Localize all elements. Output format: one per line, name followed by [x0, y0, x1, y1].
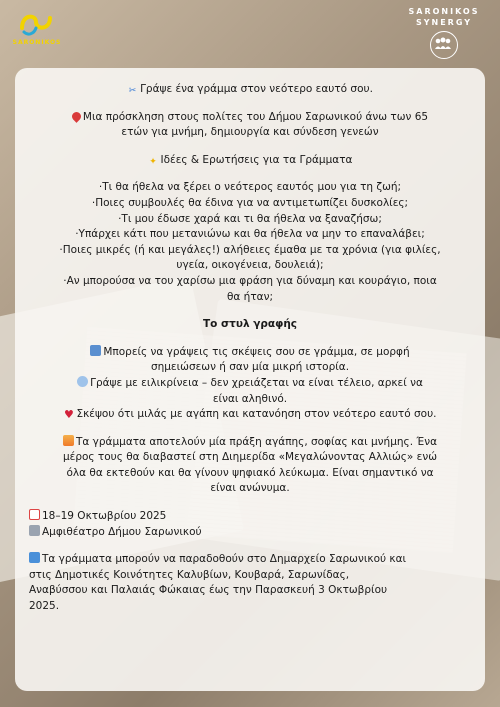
pushpin-icon: [70, 110, 83, 123]
style-tip-1-line-1: Μπορείς να γράψεις τις σκέψεις σου σε γράμμα, σε μορφή: [29, 345, 471, 361]
question-line: ·Ποιες μικρές (ή και μεγάλες!) αλήθειες έμαθα με τα χρόνια (για φιλίες,: [59, 243, 441, 256]
purpose-line: όλα θα εκτεθούν και θα γίνουν ψηφιακό λεύκωμα. Είναι σημαντικό να: [66, 466, 434, 479]
delivery-line-1: Τα γράμματα μπορούν να παραδοθούν στο Δημαρχείο Σαρωνικού και: [29, 552, 471, 568]
heart-icon: ♥: [64, 408, 74, 422]
style-heading: Το στυλ γραφής: [202, 318, 298, 331]
event-venue: Αμφιθέατρο Δήμου Σαρωνικού: [29, 525, 471, 541]
sparkles-icon: ✦: [149, 156, 157, 167]
purpose-line: είναι ανώνυμα.: [210, 482, 290, 495]
question-line: ·Αν μπορούσα να του χαρίσω μια φράση για δύναμη και κουράγιο, ποια: [63, 274, 437, 287]
saronikos-synergy-logo: [396, 6, 492, 59]
building-icon: [29, 525, 40, 536]
saronikos-logo-text: SARONIKOS: [12, 39, 62, 46]
saronikos-logo-mark: [18, 8, 56, 38]
question-line: ·Τι θα ήθελα να ξέρει ο νεότερος εαυτός μου για τη ζωή;: [98, 181, 402, 194]
page-title: Γράψε ένα γράμμα στον νεότερο εαυτό σου.: [140, 83, 373, 95]
saronikos-logo: [12, 8, 62, 46]
letter-info-card: [15, 68, 485, 691]
question-line: ·Υπάρχει κάτι που μετανιώνω και θα ήθελα να μην το επαναλάβει;: [75, 228, 425, 241]
calendar-icon: [29, 509, 40, 520]
style-tip-1-line-2: σημειώσεων ή σαν μία μικρή ιστορία.: [150, 361, 350, 374]
purpose-line: μέρος τους θα διαβαστεί στη Διημερίδα «Μεγαλώνοντας Αλλιώς» ενώ: [62, 451, 438, 464]
open-book-icon: [90, 345, 101, 356]
speech-bubble-icon: [77, 376, 88, 387]
question-line: ·Ποιες συμβουλές θα έδινα για να αντιμετωπίζει δυσκολίες;: [91, 196, 409, 209]
invitation-line-1: Μια πρόσκληση στους πολίτες του Δήμου Σαρωνικού άνω των 65: [29, 110, 471, 126]
question-line: ·Τι μου έδωσε χαρά και τι θα ήθελα να ξαναζήσω;: [118, 212, 382, 225]
title-line: [29, 82, 471, 98]
question-line: θα ήταν;: [227, 290, 273, 303]
style-tip-2-line-2: είναι αληθινό.: [212, 392, 288, 405]
ideas-heading: ✦ Ιδέες & Ερωτήσεις για τα Γράμματα: [149, 153, 353, 167]
style-tip-3: ♥ Σκέψου ότι μιλάς με αγάπη και κατανόηση στον νεότερο εαυτό σου.: [64, 408, 437, 422]
delivery-line: 2025.: [29, 600, 60, 613]
style-tip-2-line-1: Γράψε με ειλικρίνεια – δεν χρειάζεται να είναι τέλειο, αρκεί να: [29, 376, 471, 392]
logo-line-2: SYNERGY: [415, 18, 473, 27]
folder-icon: [29, 552, 40, 563]
event-date: 18–19 Οκτωβρίου 2025: [29, 509, 471, 525]
purpose-line-1: Τα γράμματα αποτελούν μία πράξη αγάπης, σοφίας και μνήμης. Ένα: [29, 435, 471, 451]
people-group-icon: [430, 31, 458, 59]
scissors-icon: ✂: [128, 86, 137, 96]
logo-line-1: SARONIKOS: [408, 7, 480, 16]
sunrise-icon: [63, 435, 74, 446]
delivery-line: στις Δημοτικές Κοινότητες Καλυβίων, Κουβαρά, Σαρωνίδας,: [29, 568, 350, 581]
question-line: υγεία, οικογένεια, δουλειά);: [176, 259, 324, 272]
delivery-line: Αναβύσσου και Παλαιάς Φώκαιας έως την Παρασκευή 3 Οκτωβρίου: [29, 584, 388, 597]
invitation-line-2: ετών για μνήμη, δημιουργία και σύνδεση γενεών: [121, 126, 379, 139]
